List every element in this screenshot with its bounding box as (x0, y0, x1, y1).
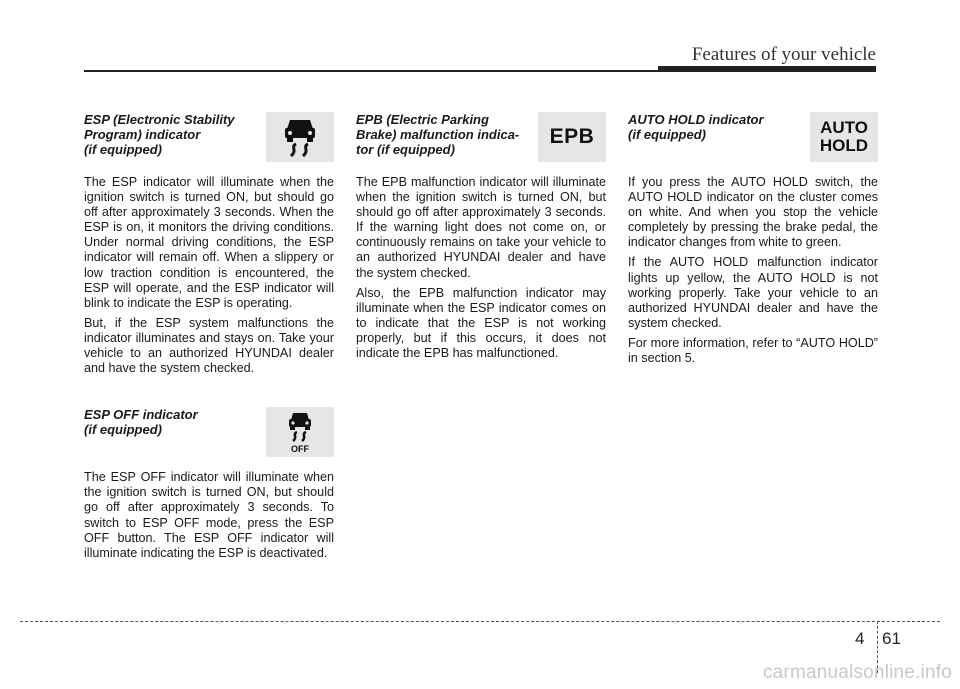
column-auto-hold (628, 112, 878, 371)
auto-hold-paragraph-3: For more information, refer to “AUTO HOLD” in section 5. (628, 335, 878, 366)
esp-off-indicator-icon-box (266, 407, 334, 457)
column-epb (356, 112, 606, 366)
esp-off-icon-label: OFF (291, 444, 309, 455)
epb-indicator-icon-box (538, 112, 606, 162)
esp-off-paragraph-1: The ESP OFF indicator will illuminate when the ignition switch is turned ON, but should go off after approximately 3 seconds. To switch to ESP OFF mode, press the ESP OFF button. The ESP OFF indicator will illuminate indicating the ESP is deactivated. (84, 470, 334, 560)
epb-section-header (356, 112, 606, 162)
epb-section-title: EPB (Electric Parking Brake) malfunction indica- tor (if equipped) (356, 112, 520, 157)
esp-paragraph-2: But, if the ESP system malfunctions the indicator illuminates and stays on. Take your vehicle to an authorized HYUNDAI dealer and have the system checked. (84, 315, 334, 376)
esp-indicator-icon-box (266, 112, 334, 162)
esp-section-header (84, 112, 334, 162)
auto-hold-label-line-2: HOLD (819, 136, 869, 155)
column-esp (84, 112, 334, 566)
chapter-number: 4 (855, 629, 865, 648)
page-number: 61 (882, 629, 901, 648)
esp-off-section-header (84, 407, 334, 457)
auto-hold-label-line-1: AUTO (820, 118, 868, 137)
auto-hold-paragraph-2: If the AUTO HOLD malfunction indicator lights up yellow, the AUTO HOLD is not working properly. Take your vehicle to an authorized HYUNDAI dealer and have the system checked. (628, 255, 878, 330)
esp-off-section-title: ESP OFF indicator (if equipped) (84, 407, 198, 438)
footer-rule (20, 621, 940, 622)
auto-hold-section-header (628, 112, 878, 162)
header-rule-accent (658, 66, 876, 72)
auto-hold-indicator-icon-box (810, 112, 878, 162)
epb-paragraph-2: Also, the EPB malfunction indicator may illuminate when the ESP indicator comes on to indicate that the ESP is not working properly, but if this occurs, it does not indicate the EPB has malfunctioned. (356, 285, 606, 361)
esp-section-title: ESP (Electronic Stability Program) indicator (if equipped) (84, 112, 235, 157)
watermark: carmanualsonline.info (762, 662, 952, 683)
epb-paragraph-1: The EPB malfunction indicator will illuminate when the ignition switch is turned ON, but should go off after approximately 3 seconds. If the warning light does not come on, or continuously remains on take your vehicle to an authorized HYUNDAI dealer and have the system checked. (356, 175, 606, 280)
auto-hold-paragraph-1: If you press the AUTO HOLD switch, the AUTO HOLD indicator on the cluster comes on white. And when you stop the vehicle completely by pressing the brake pedal, the indicator changes from white to green. (628, 175, 878, 250)
auto-hold-section-title: AUTO HOLD indicator (if equipped) (628, 112, 764, 142)
esp-skid-icon (278, 116, 322, 158)
esp-paragraph-1: The ESP indicator will illuminate when the ignition switch is turned ON, but should go off after approximately 3 seconds. When the ESP is on, it monitors the driving conditions. Under normal driving conditions, the ESP indicator will remain off. When a slippery or low traction condition is encountered, the ESP will operate, and the ESP indicator will blink to indicate the ESP is operating. (84, 175, 334, 310)
header-title: Features of your vehicle (691, 44, 876, 65)
epb-indicator-label: EPB (549, 125, 595, 148)
auto-hold-indicator-label (820, 119, 868, 155)
esp-off-icon (278, 410, 322, 454)
